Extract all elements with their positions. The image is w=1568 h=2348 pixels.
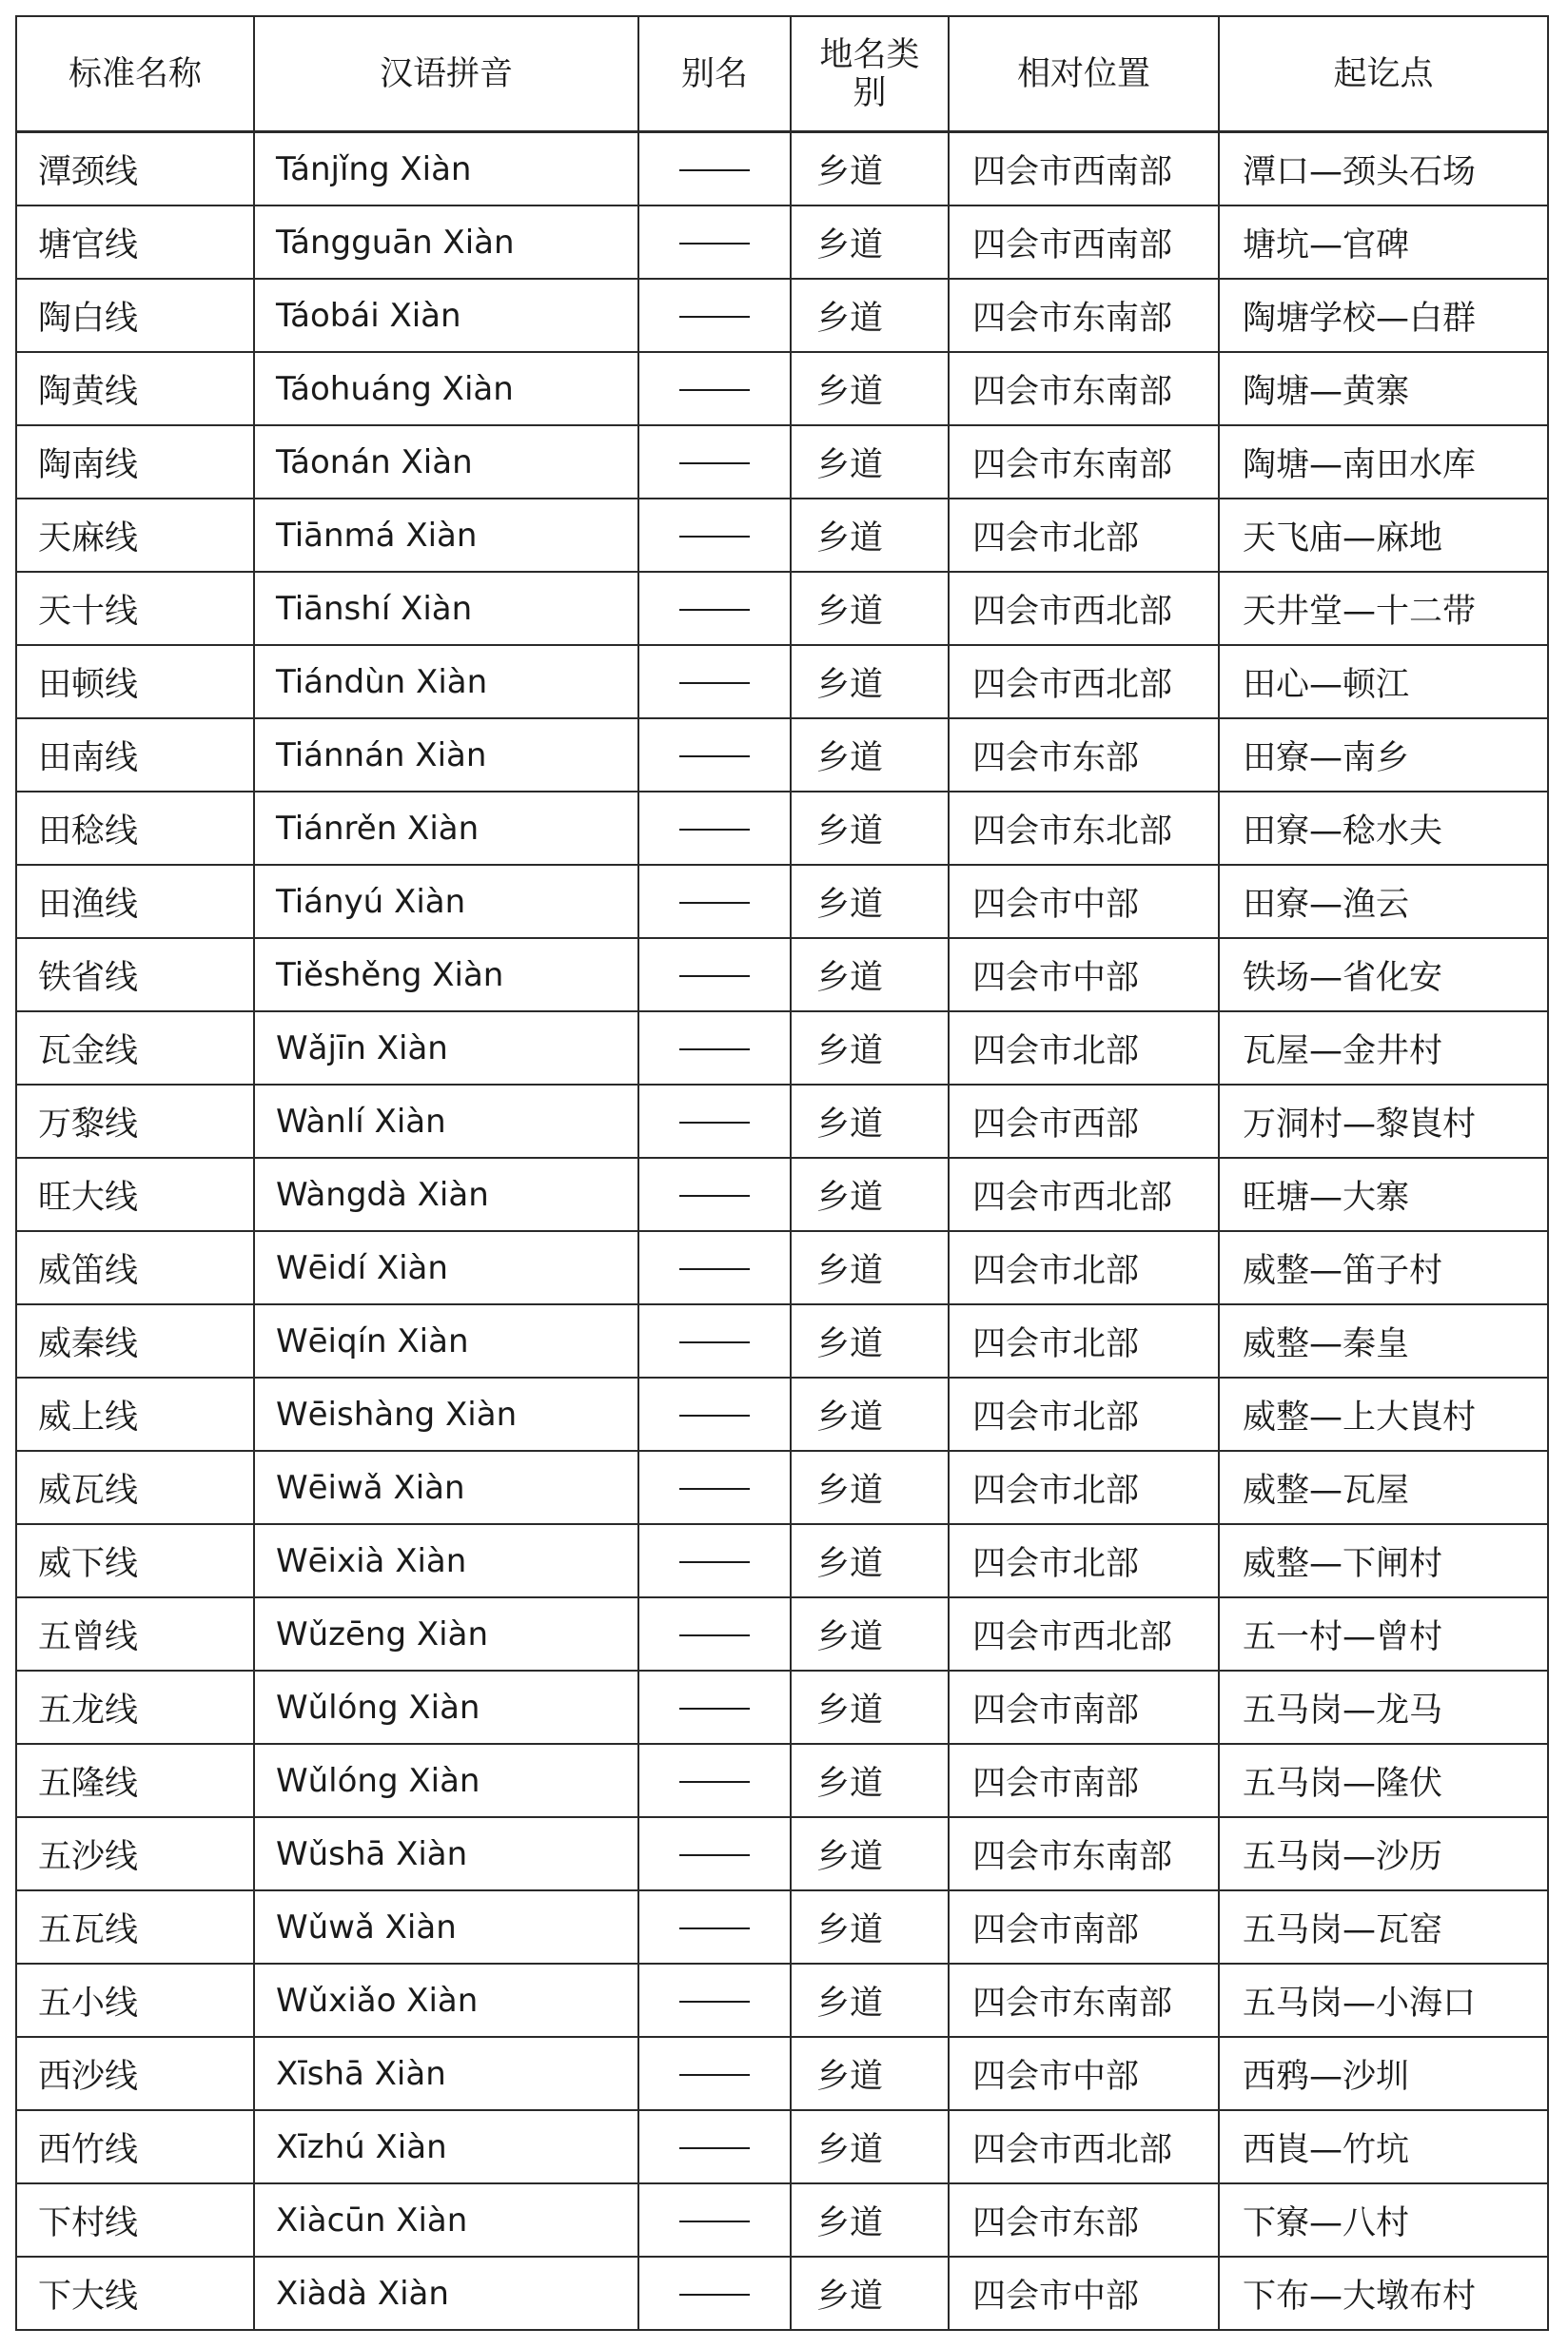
cell-endpoints: 天井堂—十二带	[1219, 572, 1548, 645]
cell-endpoints: 田寮—渔云	[1219, 865, 1548, 938]
cell-standard-name: 威秦线	[16, 1304, 254, 1378]
alias-dash	[679, 755, 750, 757]
cell-alias	[638, 1524, 791, 1597]
cell-relative-location: 四会市中部	[949, 2257, 1219, 2330]
cell-place-type: 乡道	[791, 2257, 949, 2330]
cell-alias	[638, 1451, 791, 1524]
table-row	[16, 2183, 1548, 2257]
cell-alias	[638, 352, 791, 425]
cell-relative-location: 四会市西南部	[949, 132, 1219, 206]
cell-endpoints: 五马岗—沙历	[1219, 1817, 1548, 1890]
cell-alias	[638, 718, 791, 792]
cell-standard-name: 铁省线	[16, 938, 254, 1011]
cell-place-type: 乡道	[791, 2183, 949, 2257]
table-row	[16, 1671, 1548, 1744]
cell-standard-name: 瓦金线	[16, 1011, 254, 1085]
cell-endpoints: 旺塘—大寨	[1219, 1158, 1548, 1231]
cell-alias	[638, 1158, 791, 1231]
cell-alias	[638, 279, 791, 352]
cell-place-type: 乡道	[791, 1451, 949, 1524]
alias-dash	[679, 1634, 750, 1636]
cell-relative-location: 四会市东部	[949, 718, 1219, 792]
alias-dash	[679, 1561, 750, 1563]
cell-alias	[638, 425, 791, 499]
cell-place-type: 乡道	[791, 279, 949, 352]
cell-endpoints: 五一村—曾村	[1219, 1597, 1548, 1671]
cell-alias	[638, 938, 791, 1011]
header-endpoints: 起讫点	[1219, 16, 1548, 132]
alias-dash	[679, 169, 750, 171]
cell-pinyin: Xīshā Xiàn	[254, 2037, 638, 2110]
table-row	[16, 718, 1548, 792]
header-standard-name: 标准名称	[16, 16, 254, 132]
cell-place-type: 乡道	[791, 1304, 949, 1378]
cell-endpoints: 威整—笛子村	[1219, 1231, 1548, 1304]
cell-relative-location: 四会市中部	[949, 865, 1219, 938]
alias-dash	[679, 389, 750, 391]
alias-dash	[679, 1122, 750, 1124]
cell-relative-location: 四会市西北部	[949, 1158, 1219, 1231]
cell-endpoints: 威整—上大崀村	[1219, 1378, 1548, 1451]
alias-dash	[679, 1927, 750, 1929]
cell-standard-name: 陶黄线	[16, 352, 254, 425]
table-row	[16, 2257, 1548, 2330]
header-pinyin: 汉语拼音	[254, 16, 638, 132]
alias-dash	[679, 316, 750, 318]
cell-alias	[638, 1744, 791, 1817]
table-row	[16, 1378, 1548, 1451]
cell-pinyin: Xiàcūn Xiàn	[254, 2183, 638, 2257]
cell-place-type: 乡道	[791, 425, 949, 499]
header-relative-location: 相对位置	[949, 16, 1219, 132]
table-header	[16, 16, 1548, 132]
cell-alias	[638, 2257, 791, 2330]
cell-pinyin: Tánjǐng Xiàn	[254, 132, 638, 206]
place-name-table	[15, 15, 1549, 2331]
alias-dash	[679, 2001, 750, 2003]
cell-standard-name: 五龙线	[16, 1671, 254, 1744]
cell-pinyin: Xiàdà Xiàn	[254, 2257, 638, 2330]
cell-pinyin: Wǔlóng Xiàn	[254, 1671, 638, 1744]
table-row	[16, 2037, 1548, 2110]
cell-pinyin: Wēidí Xiàn	[254, 1231, 638, 1304]
cell-place-type: 乡道	[791, 2037, 949, 2110]
cell-standard-name: 五瓦线	[16, 1890, 254, 1964]
cell-alias	[638, 205, 791, 279]
cell-standard-name: 田南线	[16, 718, 254, 792]
cell-pinyin: Wàngdà Xiàn	[254, 1158, 638, 1231]
alias-dash	[679, 2294, 750, 2296]
alias-dash	[679, 682, 750, 684]
cell-alias	[638, 572, 791, 645]
cell-relative-location: 四会市北部	[949, 499, 1219, 572]
cell-relative-location: 四会市西北部	[949, 572, 1219, 645]
cell-pinyin: Wǔxiǎo Xiàn	[254, 1964, 638, 2037]
cell-place-type: 乡道	[791, 1085, 949, 1158]
table-row	[16, 499, 1548, 572]
cell-endpoints: 威整—下闸村	[1219, 1524, 1548, 1597]
cell-relative-location: 四会市东南部	[949, 279, 1219, 352]
alias-dash	[679, 1048, 750, 1050]
cell-pinyin: Tiānmá Xiàn	[254, 499, 638, 572]
cell-endpoints: 铁场—省化安	[1219, 938, 1548, 1011]
cell-pinyin: Tiánrěn Xiàn	[254, 792, 638, 865]
cell-place-type: 乡道	[791, 1597, 949, 1671]
table-row	[16, 1890, 1548, 1964]
cell-standard-name: 西沙线	[16, 2037, 254, 2110]
cell-pinyin: Táobái Xiàn	[254, 279, 638, 352]
cell-endpoints: 陶塘学校—白群	[1219, 279, 1548, 352]
cell-alias	[638, 1890, 791, 1964]
cell-standard-name: 塘官线	[16, 205, 254, 279]
cell-standard-name: 潭颈线	[16, 132, 254, 206]
cell-relative-location: 四会市南部	[949, 1671, 1219, 1744]
table-row	[16, 2110, 1548, 2183]
cell-alias	[638, 1011, 791, 1085]
alias-dash	[679, 462, 750, 464]
cell-place-type: 乡道	[791, 205, 949, 279]
cell-alias	[638, 1817, 791, 1890]
header-row	[16, 16, 1548, 132]
table-row	[16, 1597, 1548, 1671]
cell-relative-location: 四会市北部	[949, 1304, 1219, 1378]
cell-pinyin: Xīzhú Xiàn	[254, 2110, 638, 2183]
cell-place-type: 乡道	[791, 1817, 949, 1890]
table-row	[16, 1744, 1548, 1817]
cell-place-type: 乡道	[791, 938, 949, 1011]
cell-standard-name: 西竹线	[16, 2110, 254, 2183]
alias-dash	[679, 1341, 750, 1343]
cell-endpoints: 威整—秦皇	[1219, 1304, 1548, 1378]
cell-pinyin: Tiěshěng Xiàn	[254, 938, 638, 1011]
table-row	[16, 1964, 1548, 2037]
cell-standard-name: 陶南线	[16, 425, 254, 499]
cell-standard-name: 万黎线	[16, 1085, 254, 1158]
table-body	[16, 132, 1548, 2331]
cell-endpoints: 五马岗—小海口	[1219, 1964, 1548, 2037]
table-row	[16, 1817, 1548, 1890]
cell-standard-name: 陶白线	[16, 279, 254, 352]
cell-place-type: 乡道	[791, 1231, 949, 1304]
header-place-type-label: 地名类别	[819, 35, 920, 112]
cell-alias	[638, 1597, 791, 1671]
table-row	[16, 1158, 1548, 1231]
table-row	[16, 1304, 1548, 1378]
alias-dash	[679, 609, 750, 611]
cell-relative-location: 四会市北部	[949, 1011, 1219, 1085]
alias-dash	[679, 2221, 750, 2222]
cell-endpoints: 陶塘—南田水库	[1219, 425, 1548, 499]
cell-endpoints: 陶塘—黄寨	[1219, 352, 1548, 425]
cell-place-type: 乡道	[791, 1378, 949, 1451]
cell-pinyin: Tángguān Xiàn	[254, 205, 638, 279]
cell-endpoints: 下寮—八村	[1219, 2183, 1548, 2257]
cell-alias	[638, 1231, 791, 1304]
cell-standard-name: 五曾线	[16, 1597, 254, 1671]
cell-relative-location: 四会市东南部	[949, 1964, 1219, 2037]
alias-dash	[679, 1708, 750, 1710]
table-row	[16, 1451, 1548, 1524]
cell-pinyin: Wǎjīn Xiàn	[254, 1011, 638, 1085]
cell-relative-location: 四会市东北部	[949, 792, 1219, 865]
cell-endpoints: 西崀—竹坑	[1219, 2110, 1548, 2183]
cell-endpoints: 万洞村—黎崀村	[1219, 1085, 1548, 1158]
cell-alias	[638, 792, 791, 865]
cell-alias	[638, 865, 791, 938]
alias-dash	[679, 902, 750, 904]
cell-relative-location: 四会市西北部	[949, 1597, 1219, 1671]
cell-pinyin: Wǔwǎ Xiàn	[254, 1890, 638, 1964]
cell-endpoints: 西鸦—沙圳	[1219, 2037, 1548, 2110]
cell-standard-name: 五小线	[16, 1964, 254, 2037]
table-row	[16, 645, 1548, 718]
cell-alias	[638, 1964, 791, 2037]
cell-relative-location: 四会市东南部	[949, 1817, 1219, 1890]
table-row	[16, 1231, 1548, 1304]
cell-relative-location: 四会市东部	[949, 2183, 1219, 2257]
cell-place-type: 乡道	[791, 645, 949, 718]
cell-standard-name: 威笛线	[16, 1231, 254, 1304]
table-row	[16, 352, 1548, 425]
cell-pinyin: Táohuáng Xiàn	[254, 352, 638, 425]
cell-standard-name: 田顿线	[16, 645, 254, 718]
alias-dash	[679, 1854, 750, 1856]
cell-endpoints: 瓦屋—金井村	[1219, 1011, 1548, 1085]
table-row	[16, 938, 1548, 1011]
cell-place-type: 乡道	[791, 352, 949, 425]
header-place-type	[791, 16, 949, 132]
cell-alias	[638, 499, 791, 572]
cell-standard-name: 天十线	[16, 572, 254, 645]
header-alias: 别名	[638, 16, 791, 132]
table-row	[16, 1524, 1548, 1597]
alias-dash	[679, 1415, 750, 1417]
alias-dash	[679, 1781, 750, 1783]
cell-standard-name: 威上线	[16, 1378, 254, 1451]
cell-endpoints: 田心—顿江	[1219, 645, 1548, 718]
cell-endpoints: 天飞庙—麻地	[1219, 499, 1548, 572]
cell-endpoints: 下布—大墩布村	[1219, 2257, 1548, 2330]
cell-alias	[638, 1085, 791, 1158]
cell-place-type: 乡道	[791, 2110, 949, 2183]
cell-standard-name: 下村线	[16, 2183, 254, 2257]
cell-endpoints: 塘坑—官碑	[1219, 205, 1548, 279]
table-row	[16, 279, 1548, 352]
cell-relative-location: 四会市西南部	[949, 205, 1219, 279]
cell-place-type: 乡道	[791, 1964, 949, 2037]
cell-pinyin: Tiānshí Xiàn	[254, 572, 638, 645]
cell-standard-name: 下大线	[16, 2257, 254, 2330]
cell-endpoints: 田寮—稔水夫	[1219, 792, 1548, 865]
cell-relative-location: 四会市北部	[949, 1524, 1219, 1597]
table-row	[16, 1011, 1548, 1085]
cell-standard-name: 田渔线	[16, 865, 254, 938]
cell-alias	[638, 1304, 791, 1378]
alias-dash	[679, 2147, 750, 2149]
alias-dash	[679, 243, 750, 245]
cell-alias	[638, 1378, 791, 1451]
alias-dash	[679, 1488, 750, 1490]
cell-pinyin: Wǔzēng Xiàn	[254, 1597, 638, 1671]
cell-place-type: 乡道	[791, 1890, 949, 1964]
cell-relative-location: 四会市西北部	[949, 645, 1219, 718]
cell-place-type: 乡道	[791, 572, 949, 645]
cell-place-type: 乡道	[791, 718, 949, 792]
cell-pinyin: Wēiqín Xiàn	[254, 1304, 638, 1378]
cell-standard-name: 五隆线	[16, 1744, 254, 1817]
cell-place-type: 乡道	[791, 1158, 949, 1231]
cell-pinyin: Táonán Xiàn	[254, 425, 638, 499]
cell-endpoints: 威整—瓦屋	[1219, 1451, 1548, 1524]
cell-relative-location: 四会市南部	[949, 1744, 1219, 1817]
table-row	[16, 132, 1548, 206]
table-row	[16, 572, 1548, 645]
cell-standard-name: 天麻线	[16, 499, 254, 572]
cell-place-type: 乡道	[791, 1744, 949, 1817]
alias-dash	[679, 1268, 750, 1270]
cell-pinyin: Tiányú Xiàn	[254, 865, 638, 938]
cell-pinyin: Tiándùn Xiàn	[254, 645, 638, 718]
cell-standard-name: 威下线	[16, 1524, 254, 1597]
cell-place-type: 乡道	[791, 792, 949, 865]
cell-endpoints: 五马岗—龙马	[1219, 1671, 1548, 1744]
cell-alias	[638, 2183, 791, 2257]
cell-place-type: 乡道	[791, 1011, 949, 1085]
table-row	[16, 205, 1548, 279]
cell-place-type: 乡道	[791, 1671, 949, 1744]
table-row	[16, 1085, 1548, 1158]
cell-alias	[638, 132, 791, 206]
cell-pinyin: Tiánnán Xiàn	[254, 718, 638, 792]
cell-place-type: 乡道	[791, 499, 949, 572]
alias-dash	[679, 829, 750, 831]
cell-relative-location: 四会市北部	[949, 1231, 1219, 1304]
cell-standard-name: 威瓦线	[16, 1451, 254, 1524]
alias-dash	[679, 1195, 750, 1197]
cell-relative-location: 四会市中部	[949, 938, 1219, 1011]
cell-standard-name: 旺大线	[16, 1158, 254, 1231]
cell-endpoints: 潭口—颈头石场	[1219, 132, 1548, 206]
cell-alias	[638, 645, 791, 718]
cell-relative-location: 四会市西部	[949, 1085, 1219, 1158]
cell-alias	[638, 1671, 791, 1744]
alias-dash	[679, 536, 750, 538]
cell-pinyin: Wēixià Xiàn	[254, 1524, 638, 1597]
cell-alias	[638, 2110, 791, 2183]
alias-dash	[679, 2074, 750, 2076]
cell-alias	[638, 2037, 791, 2110]
table-row	[16, 865, 1548, 938]
cell-pinyin: Wēishàng Xiàn	[254, 1378, 638, 1451]
cell-pinyin: Wēiwǎ Xiàn	[254, 1451, 638, 1524]
cell-endpoints: 田寮—南乡	[1219, 718, 1548, 792]
cell-endpoints: 五马岗—隆伏	[1219, 1744, 1548, 1817]
cell-standard-name: 田稔线	[16, 792, 254, 865]
cell-pinyin: Wǔlóng Xiàn	[254, 1744, 638, 1817]
cell-relative-location: 四会市南部	[949, 1890, 1219, 1964]
cell-endpoints: 五马岗—瓦窑	[1219, 1890, 1548, 1964]
cell-standard-name: 五沙线	[16, 1817, 254, 1890]
cell-relative-location: 四会市北部	[949, 1378, 1219, 1451]
cell-pinyin: Wǔshā Xiàn	[254, 1817, 638, 1890]
cell-relative-location: 四会市西北部	[949, 2110, 1219, 2183]
cell-place-type: 乡道	[791, 865, 949, 938]
cell-place-type: 乡道	[791, 132, 949, 206]
cell-relative-location: 四会市东南部	[949, 352, 1219, 425]
cell-relative-location: 四会市东南部	[949, 425, 1219, 499]
alias-dash	[679, 975, 750, 977]
table-row	[16, 792, 1548, 865]
cell-place-type: 乡道	[791, 1524, 949, 1597]
cell-relative-location: 四会市北部	[949, 1451, 1219, 1524]
table-row	[16, 425, 1548, 499]
cell-pinyin: Wànlí Xiàn	[254, 1085, 638, 1158]
cell-relative-location: 四会市中部	[949, 2037, 1219, 2110]
